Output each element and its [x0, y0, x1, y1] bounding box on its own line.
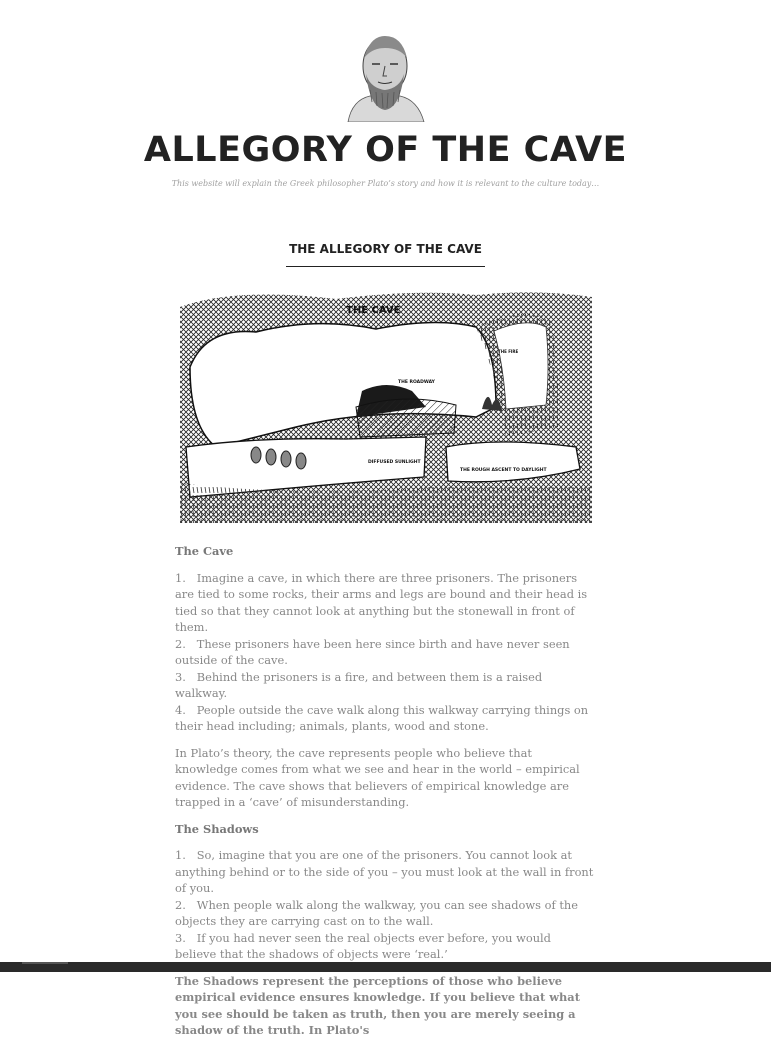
- cave-illustration: [176, 287, 594, 527]
- list-item: 2. These prisoners have been here since birth and have never seen outside of the cave.: [175, 636, 570, 667]
- list-item: 2. When people walk along the walkway, you can see shadows of the objects they are carrying cast on to the wall.: [175, 897, 578, 928]
- entry-title[interactable]: THE ALLEGORY OF THE CAVE: [289, 242, 482, 256]
- plato-bust-logo[interactable]: [340, 30, 430, 122]
- entry-content: [175, 543, 595, 1049]
- figure-label-fire: THE FIRE: [498, 349, 519, 354]
- site-title[interactable]: ALLEGORY OF THE CAVE: [143, 130, 628, 170]
- bottom-bar-tab[interactable]: [22, 962, 68, 964]
- figure-label-roadway: THE ROADWAY: [398, 380, 435, 385]
- list-item: 3. If you had never seen the real objects ever before, you would believe that the shadows of objects were ‘real.’: [175, 930, 551, 961]
- list-item: 1. So, imagine that you are one of the prisoners. You cannot look at anything behind or to the side of you – you must look at the wall in front of you.: [175, 848, 594, 895]
- list-item: 4. People outside the cave walk along this walkway carrying things on their head including; animals, plants, wood and stone.: [175, 702, 589, 733]
- figure-label-cave: THE CAVE: [346, 305, 401, 316]
- list-item: 1. Imagine a cave, in which there are three prisoners. The prisoners are tied to some rocks, their arms and legs are bound and their head is tied so that they cannot look at anything but the stonewall in front of them.: [175, 570, 588, 634]
- section-heading-cave: The Cave: [175, 544, 234, 558]
- section-list-cave: [175, 570, 595, 735]
- section-heading-shadows: The Shadows: [175, 821, 259, 836]
- section-paragraph-cave: In Plato’s theory, the cave represents people who believe that knowledge comes from what we see and hear in the world – empirical evidence. The cave shows that believers of empirical knowledge are trapped in a ‘cave’ of misunderstanding.: [175, 745, 580, 809]
- list-item: 3. Behind the prisoners is a fire, and between them is a raised walkway.: [175, 669, 543, 700]
- bottom-bar: [0, 962, 771, 972]
- title-divider: [286, 266, 485, 267]
- figure-label-ascent: THE ROUGH ASCENT TO DAYLIGHT: [460, 468, 547, 473]
- site-description: This website will explain the Greek philosopher Plato’s story and how it is relevant to the culture today…: [171, 179, 600, 188]
- section-list-shadows: [175, 847, 595, 963]
- figure-label-sunlight: DIFFUSED SUNLIGHT: [368, 460, 421, 465]
- section-paragraph-shadows: The Shadows represent the perceptions of those who believe empirical evidence ensures knowledge. If you believe that what you see should be taken as truth, then you are merely seeing a shadow of the truth. In Plato's: [175, 973, 580, 1037]
